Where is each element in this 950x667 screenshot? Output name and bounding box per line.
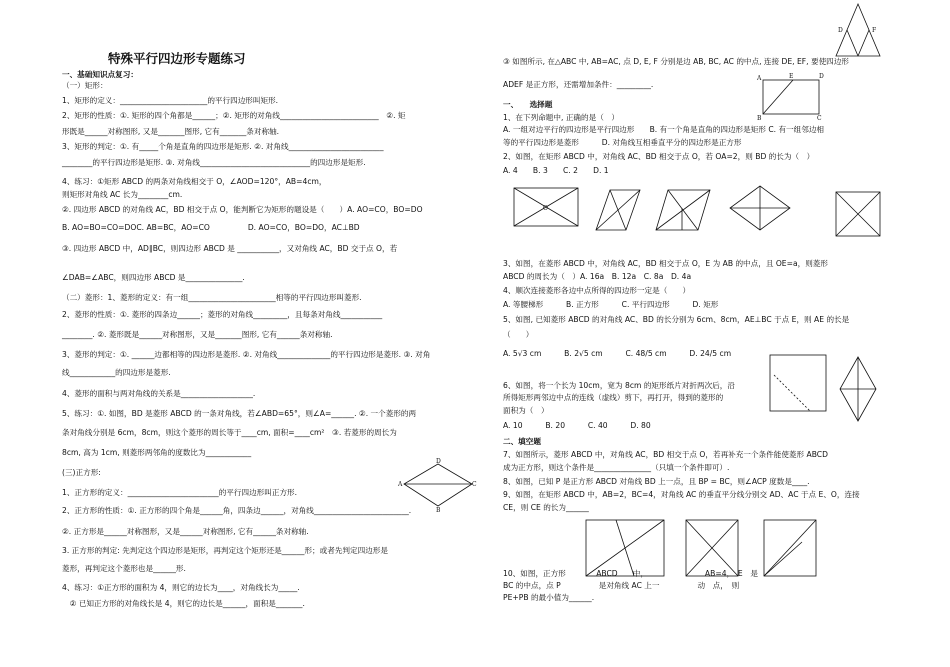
right-text-line: CE，则 CE 的长为______ — [503, 503, 589, 512]
right-text-line: A. 4 B. 3 C. 2 D. 1 — [503, 166, 609, 175]
right-text-line: 5、如图, 已知菱形 ABCD 的对角线 AC、BD 的长分别为 6cm、8cm，AE⊥BC 于点 E，则 AE 的长是 — [503, 315, 850, 324]
right-text-line: 9、如图，在矩形 ABCD 中，AB=2，BC=4，对角线 AC 的垂直平分线分别交 AD、AC 于点 E、O，连接 — [503, 490, 860, 499]
left-text-line: 1、正方形的定义：________________________的平行四边形叫正方形. — [62, 488, 298, 497]
left-text-line: 则矩形对角线 AC 长为________cm. — [62, 190, 183, 199]
left-text-line: 形既是______对称图形, 又是_______图形, 它有_______条对称轴. — [62, 127, 280, 136]
svg-text:D: D — [436, 458, 441, 465]
right-text-line: A. 一组对边平行的四边形是平行四边形 B. 有一个角是直角的四边形是矩形 C. 有一组邻边相 — [503, 125, 825, 134]
figure-row-q9 — [582, 512, 832, 582]
left-text-line: （一）矩形： — [62, 81, 108, 90]
svg-text:O: O — [543, 205, 548, 212]
right-text-line: 3、如图，在菱形 ABCD 中，对角线 AC，BD 相交于点 O，E 为 AB 的中点，且 OE=a，则菱形 — [503, 259, 828, 268]
left-text-line: ________. ②. 菱形既是______对称图形，又是_______图形, 它有______条对称轴. — [62, 330, 333, 339]
right-text-line: 成为正方形，则这个条件是_______________（只填一个条件即可）. — [503, 463, 730, 472]
left-text-line: 1、矩形的定义：_______________________的平行四边形叫矩形. — [62, 96, 279, 105]
rhombus-figure-left — [398, 458, 478, 514]
left-text-line: 2、菱形的性质：①. 菱形的四条边______；菱形的对角线_________，且每条对角线___________ — [62, 310, 383, 319]
right-text-line: A. 5√3 cm B. 2√5 cm C. 48/5 cm D. 24/5 cm — [503, 349, 732, 358]
left-text-line: 5、练习：①. 如图，BD 是菱形 ABCD 的一条对角线，若∠ABD=65°，则∠A=______. ②. 一个菱形的两 — [62, 409, 417, 418]
left-text-line: 一、基础知识点复习： — [62, 70, 138, 79]
svg-text:F: F — [872, 27, 877, 34]
left-text-line: (三)正方形: — [62, 468, 101, 477]
figure-row-q2 — [510, 182, 900, 244]
right-text-line: ABCD 的周长为（ ）A. 16a B. 12a C. 8a D. 4a — [503, 272, 692, 281]
right-text-line: ③ 如图所示, 在△ABC 中, AB=AC, 点 D, E, F 分别是边 AB, BC, AC 的中点, 连接 DE, EF, 要使四边形 — [503, 57, 849, 66]
right-text-line: 1、在下列命题中, 正确的是（ ） — [503, 113, 619, 122]
left-text-line: 4、练习：①正方形的面积为 4，则它的边长为____，对角线长为_____. — [62, 583, 300, 592]
right-text-line: 8、如图，已知 P 是正方形 ABCD 对角线 BD 上一点，且 BP = BC，则∠ACP 度数是____. — [503, 477, 810, 486]
right-text-line: ADEF 是正方形，还需增加条件：_________. — [503, 80, 654, 89]
svg-text:C: C — [472, 481, 477, 488]
left-text-line: ② 已知正方形的对角线长是 4，则它的边长是______，面积是_______. — [62, 599, 305, 608]
left-text-line: ③. 四边形 ABCD 中，AD∥BC，则四边形 ABCD 是 ___________，又对角线 AC，BD 交于点 O，若 — [62, 244, 398, 253]
rectangle-figure-q3 — [757, 72, 827, 122]
right-text-line: 等的平行四边形是菱形 D. 对角线互相垂直平分的四边形是正方形 — [503, 138, 742, 147]
right-text-line: 所得矩形两邻边中点的连线（虚线）剪下，再打开，得到的菱形的 — [503, 393, 724, 402]
left-text-line: ∠DAB=∠ABC，则四边形 ABCD 是_______________. — [62, 273, 245, 282]
right-text-line: 面积为（ ） — [503, 406, 549, 415]
left-text-line: B. AO=BO=CO=DOC. AB=BC，AO=CO D. AO=CO，BO=DO，AC⊥BD — [62, 223, 360, 232]
right-text-line: A. 10 B. 20 C. 40 D. 80 — [503, 421, 651, 430]
left-text-line: 3. 正方形的判定: 先判定这个四边形是矩形，再判定这个矩形还是______形；或者先判定四边形是 — [62, 546, 388, 555]
svg-text:A: A — [398, 481, 403, 488]
right-text-line: （ ） — [503, 330, 534, 339]
folded-paper-figure — [770, 355, 880, 430]
svg-text:D: D — [838, 27, 843, 34]
right-text-line: 6、如图，将一个长为 10cm，宽为 8cm 的矩形纸片对折两次后，沿 — [503, 381, 735, 390]
left-text-line: 4、练习：①矩形 ABCD 的两条对角线相交于 O，∠AOD=120°，AB=4cm， — [62, 177, 327, 186]
right-text-line: PE+PB 的最小值为______. — [503, 593, 595, 602]
left-text-line: 8cm, 高为 1cm, 则菱形两邻角的度数比为____________ — [62, 448, 252, 457]
left-text-line: 2、矩形的性质：①. 矩形的四个角都是______；②. 矩形的对角线__________________________ ②. 矩 — [62, 111, 406, 120]
left-text-line: 3、菱形的判定：①. ______边都相等的四边形是菱形. ②. 对角线______________的平行四边形是菱形. ③. 对角 — [62, 350, 431, 359]
left-text-line: ________的平行四边形是矩形. ③. 对角线_____________________________的四边形是矩形. — [62, 158, 366, 167]
left-text-line: 4、菱形的面积与两对角线的关系是___________________. — [62, 389, 256, 398]
left-text-line: 菱形，再判定这个菱形也是______形. — [62, 564, 186, 573]
svg-text:E: E — [789, 73, 794, 80]
svg-text:B: B — [436, 507, 441, 514]
svg-text:C: C — [817, 115, 822, 122]
left-text-line: 3、矩形的判定：①. 有_____个角是直角的四边形是矩形. ②. 对角线_________________________ — [62, 142, 384, 151]
svg-text:A: A — [757, 75, 762, 82]
right-text-line: 4、顺次连接菱形各边中点所得的四边形一定是（ ） — [503, 286, 691, 295]
right-text-line: BC 的中点，点 P 是对角线 AC 上一 动 点， 则 — [503, 581, 740, 590]
left-text-line: 条对角线分别是 6cm，8cm，则这个菱形的周长等于____cm, 面积=____cm² ③. 若菱形的周长为 — [62, 428, 397, 437]
triangle-figure-top — [836, 0, 896, 60]
left-text-line: 2、正方形的性质：①. 正方形的四个角是______角，四条边______，对角线_________________________. — [62, 506, 412, 515]
left-text-line: ②. 正方形是______对称图形，又是______对称图形, 它有______条对称轴. — [62, 527, 309, 536]
svg-text:B: B — [757, 115, 762, 122]
svg-text:D: D — [819, 73, 824, 80]
right-text-line: 一、 选择题 — [503, 100, 553, 109]
right-text-line: 7、如图所示，菱形 ABCD 中，对角线 AC，BD 相交于点 O，若再补充一个条件能使菱形 ABCD — [503, 450, 828, 459]
left-text-line: ②. 四边形 ABCD 的对角线 AC，BD 相交于点 O，能判断它为矩形的题设是（ ）A. AO=CO，BO=DO — [62, 205, 423, 214]
right-text-line: 2、如图，在矩形 ABCD 中，对角线 AC、BD 相交于点 O，若 OA=2，则 BD 的长为（ ） — [503, 152, 815, 161]
left-text-line: 线____________的四边形是菱形. — [62, 368, 171, 377]
left-text-line: （二）菱形：1、菱形的定义：有一组_______________________相等的平行四边形叫菱形. — [62, 293, 362, 302]
right-text-line: 10、如图，正方形 ABCD 中， AB=4， E 是 — [503, 569, 758, 578]
right-text-line: 二、填空题 — [503, 437, 541, 446]
right-text-line: A. 等腰梯形 B. 正方形 C. 平行四边形 D. 矩形 — [503, 300, 719, 309]
page-title: 特殊平行四边形专题练习 — [108, 51, 246, 66]
